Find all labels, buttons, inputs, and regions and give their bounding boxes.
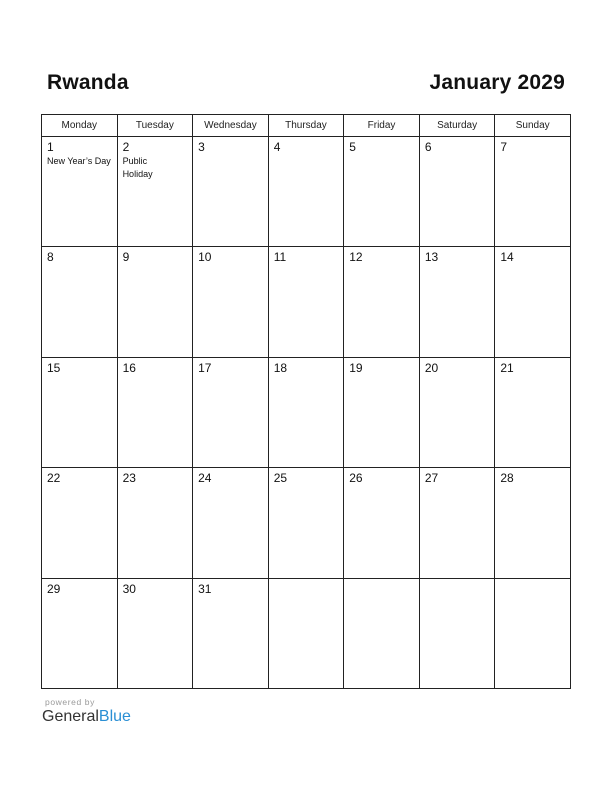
calendar-grid (41, 114, 571, 689)
day-cell (193, 247, 269, 357)
powered-by-label: powered by (45, 697, 95, 707)
day-cell (268, 137, 344, 247)
day-number: 2 (122, 140, 130, 154)
day-cell (419, 357, 495, 467)
day-cell (344, 137, 420, 247)
day-number: 29 (47, 581, 61, 596)
weekday-tuesday: Tuesday (117, 115, 193, 137)
footer-branding (42, 697, 131, 726)
day-cell (344, 357, 420, 467)
weekday-saturday: Saturday (419, 115, 495, 137)
day-cell (117, 247, 193, 357)
day-cell (344, 468, 420, 578)
day-number: 22 (47, 471, 61, 486)
day-number: 27 (424, 471, 439, 486)
day-cell (193, 468, 269, 578)
day-cell (419, 468, 495, 578)
week-row (42, 247, 571, 357)
day-number: 28 (500, 471, 514, 486)
day-cell (193, 137, 269, 247)
day-cell (344, 247, 420, 357)
day-number: 13 (424, 250, 439, 265)
day-number: 20 (424, 360, 439, 375)
day-cell (42, 357, 118, 467)
day-number: 24 (198, 471, 212, 486)
day-number: 25 (273, 471, 288, 486)
day-cell (268, 247, 344, 357)
day-cell (117, 468, 193, 578)
day-cell (495, 468, 571, 578)
day-number: 17 (198, 360, 212, 375)
day-number: 18 (273, 360, 288, 375)
holiday-label: New Year’s Day (47, 156, 111, 166)
day-number: 7 (500, 140, 508, 154)
day-cell (193, 578, 269, 688)
weekday-sunday: Sunday (495, 115, 571, 137)
generalblue-logo (42, 708, 131, 726)
day-number: 26 (349, 471, 363, 486)
day-cell (495, 247, 571, 357)
day-number: 10 (198, 250, 212, 265)
day-number: 16 (122, 360, 136, 375)
day-cell (495, 357, 571, 467)
day-cell (42, 468, 118, 578)
day-cell-empty (268, 578, 344, 688)
day-cell (268, 357, 344, 467)
day-cell-empty (344, 578, 420, 688)
day-number: 9 (122, 250, 130, 265)
day-number: 15 (47, 360, 61, 375)
day-number: 1 (47, 140, 54, 154)
day-number: 21 (500, 360, 514, 375)
week-row (42, 137, 571, 247)
weekday-thursday: Thursday (268, 115, 344, 137)
weekday-friday: Friday (344, 115, 420, 137)
day-cell (495, 137, 571, 247)
day-cell (42, 247, 118, 357)
weekday-header-row (42, 115, 571, 137)
day-number: 31 (198, 581, 212, 596)
holiday-label: Public Holiday (122, 156, 153, 179)
brand-general: General (42, 708, 99, 725)
weekday-monday: Monday (42, 115, 118, 137)
day-number: 30 (122, 581, 136, 596)
day-number: 19 (349, 360, 363, 375)
day-cell (42, 137, 118, 247)
day-cell (42, 578, 118, 688)
day-cell (268, 468, 344, 578)
day-cell (117, 137, 193, 247)
day-number: 11 (273, 250, 287, 265)
country-title: Rwanda (47, 71, 129, 94)
day-number: 3 (198, 140, 205, 154)
day-number: 4 (273, 140, 281, 154)
day-cell (117, 357, 193, 467)
month-title: January 2029 (429, 71, 565, 94)
day-cell-empty (495, 578, 571, 688)
brand-blue: Blue (98, 708, 131, 725)
day-number: 5 (349, 140, 356, 154)
day-number: 6 (424, 140, 432, 154)
week-row (42, 578, 571, 688)
week-row (42, 357, 571, 467)
day-cell (419, 247, 495, 357)
day-number: 23 (122, 471, 136, 486)
day-number: 12 (349, 250, 363, 265)
day-cell (117, 578, 193, 688)
day-number: 14 (500, 250, 514, 265)
week-row (42, 468, 571, 578)
day-cell (419, 137, 495, 247)
day-cell-empty (419, 578, 495, 688)
weekday-wednesday: Wednesday (193, 115, 269, 137)
day-number: 8 (47, 250, 54, 265)
day-cell (193, 357, 269, 467)
